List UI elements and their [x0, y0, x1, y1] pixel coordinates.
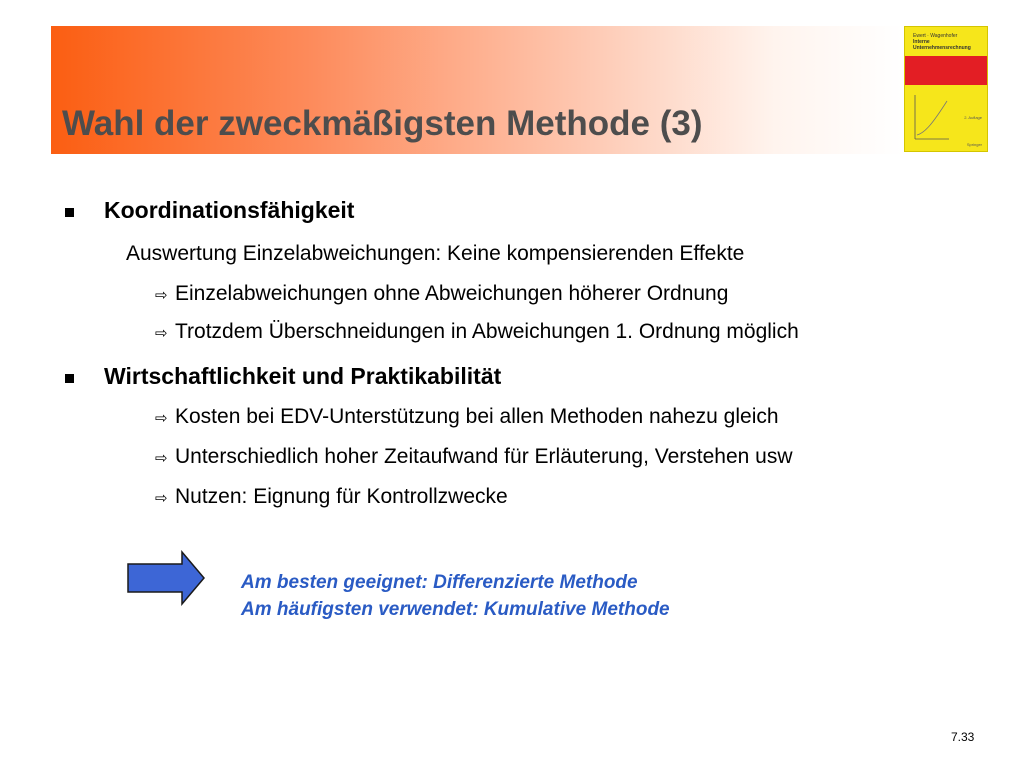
list-item-text: Trotzdem Überschneidungen in Abweichungen 1. Ordnung möglich [175, 320, 799, 343]
book-title-line2: Unternehmensrechnung [913, 45, 971, 51]
bullet-square [65, 374, 74, 383]
list-item-text: Einzelabweichungen ohne Abweichungen höherer Ordnung [175, 282, 729, 305]
book-title-line1: Interne [913, 39, 930, 45]
book-cover-image [904, 26, 988, 152]
right-arrow-icon [126, 550, 206, 606]
page-number: 7.33 [951, 730, 975, 744]
book-curve-graphic [911, 93, 951, 143]
book-cover-text [913, 33, 971, 51]
book-authors: Ewert · Wagenhofer [913, 33, 958, 39]
conclusion-line-2: Am häufigsten verwendet: Kumulative Methode [241, 599, 670, 620]
list-item-text: Kosten bei EDV-Unterstützung bei allen Methoden nahezu gleich [175, 405, 779, 428]
book-publisher: Springer [966, 142, 982, 147]
bullet-square [65, 208, 74, 217]
list-item [155, 445, 793, 469]
list-item [155, 320, 799, 344]
section-subtext: Auswertung Einzelabweichungen: Keine kompensierenden Effekte [126, 242, 745, 265]
list-item [155, 405, 779, 429]
arrow-icon: ⇨ [155, 410, 168, 427]
section-heading-wirtschaftlichkeit: Wirtschaftlichkeit und Praktikabilität [104, 363, 502, 389]
arrow-icon: ⇨ [155, 287, 168, 304]
arrow-icon: ⇨ [155, 490, 168, 507]
section-heading-koordination: Koordinationsfähigkeit [104, 197, 355, 223]
book-red-band [905, 56, 987, 85]
arrow-icon: ⇨ [155, 325, 168, 342]
list-item-text: Unterschiedlich hoher Zeitaufwand für Erläuterung, Verstehen usw [175, 445, 793, 468]
book-edition: 2. Auflage [964, 115, 982, 120]
list-item [155, 485, 508, 509]
arrow-icon: ⇨ [155, 450, 168, 467]
list-item [155, 282, 728, 306]
slide-title: Wahl der zweckmäßigsten Methode (3) [62, 104, 703, 143]
list-item-text: Nutzen: Eignung für Kontrollzwecke [175, 485, 508, 508]
conclusion-line-1: Am besten geeignet: Differenzierte Methode [241, 572, 638, 593]
